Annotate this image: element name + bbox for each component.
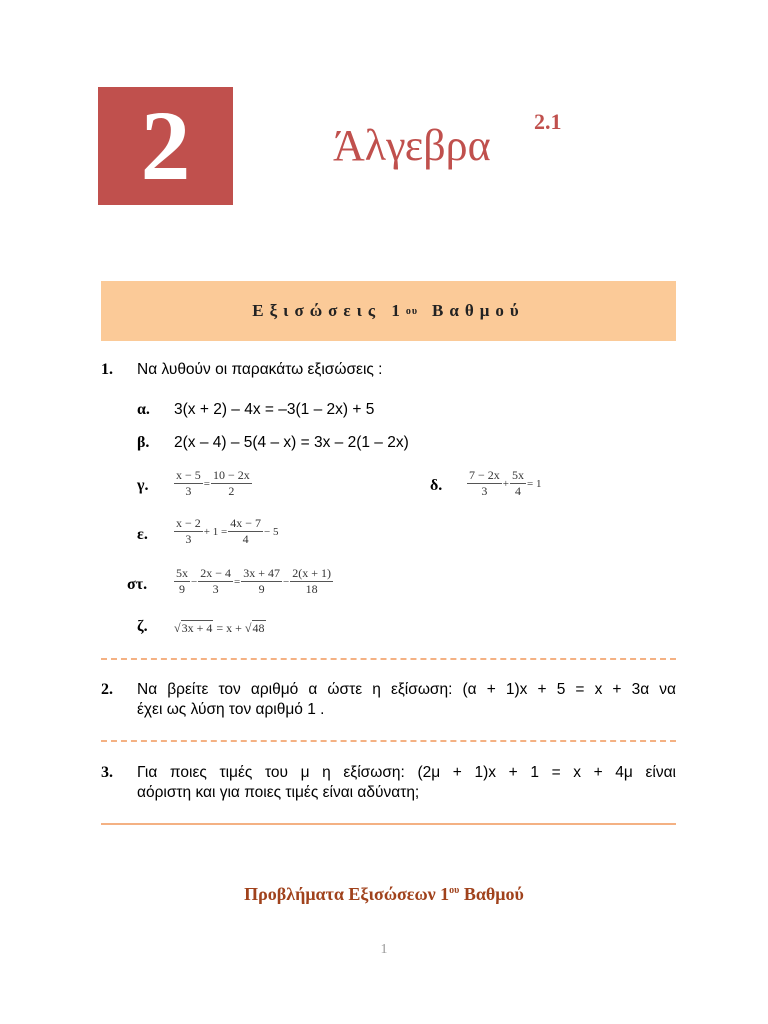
chapter-number-box [98, 87, 233, 205]
item-b-label: β. [137, 434, 150, 451]
section-title: Προβλήματα Εξισώσεων $1^{o\upsilon}$ Βαθμού [244, 884, 524, 904]
fraction: $\frac{3x + 47}{9}$ [243, 566, 280, 597]
section-divider [101, 823, 676, 825]
fraction: $\frac{2x - 4}{3}$ [200, 566, 231, 597]
banner-sup: ου [405, 305, 419, 317]
item-b-equation: 2(x – 4) – 5(4 – x) = 3x – 2(1 – 2x) [174, 434, 409, 451]
fraction: $\frac{4x - 7}{4}$ [230, 516, 261, 547]
banner-text: Εξισώσεις 1 [252, 301, 406, 320]
item-a-equation: 3(x + 2) – 4x = –3(1 – 2x) + 5 [174, 401, 375, 418]
item-d-label: δ. [430, 477, 443, 494]
question-1-number: 1. [101, 361, 113, 378]
question-3-text: Για ποιες τιμές του μ η εξίσωση: (2μ + 1)x + 1 = x + 4μ είναι αόριστη και για ποιες τιμές είναι αδύνατη; [137, 764, 676, 801]
fraction: $\frac{5x}{4}$ [512, 468, 524, 499]
item-c-label: γ. [137, 477, 149, 494]
fraction: $\frac{x - 2}{3}$ [176, 516, 201, 547]
item-st-label: στ. [127, 576, 148, 593]
page-number: 1 [380, 942, 388, 957]
question-2-number: 2. [101, 681, 113, 698]
chapter-title: Άλγεβρα [333, 121, 491, 170]
fraction: $\frac{7 - 2x}{3}$ [469, 468, 500, 499]
section-number: 2.1 [534, 109, 562, 134]
topic-banner [101, 281, 676, 341]
question-1-text: Να λυθούν οι παρακάτω εξισώσεις : [137, 361, 383, 378]
dashed-divider [101, 740, 676, 742]
question-2-text: Να βρείτε τον αριθμό α ώστε η εξίσωση: (α + 1)x + 5 = x + 3α να έχει ως λύση τον αριθμό 1 . [137, 681, 676, 718]
item-c-equation: $\frac{x - 5}{3}$ = $\frac{10 - 2x}{2}$ [176, 468, 250, 499]
chapter-number: 2 [140, 90, 191, 201]
item-a-label: α. [137, 401, 150, 418]
banner-text2: Βαθμού [432, 301, 525, 320]
item-d-equation: $\frac{7 - 2x}{3}$ + $\frac{5x}{4}$ = 1 [469, 468, 542, 499]
item-z-label: ζ. [137, 618, 148, 635]
fraction: $\frac{x - 5}{3}$ [176, 468, 201, 499]
item-st-equation: $\frac{5x}{9}$ − $\frac{2x - 4}{3}$ = $\frac{3x + 47}{9}$ − $\frac{2(x + 1)}{18}$ [176, 566, 331, 597]
item-e-equation: $\frac{x - 2}{3}$ + 1 = $\frac{4x - 7}{4}$ − 5 [176, 516, 279, 547]
fraction: $\frac{5x}{9}$ [176, 566, 188, 597]
dashed-divider [101, 658, 676, 660]
item-z-equation: √ 3x + 4 = x + √ 48 [174, 620, 265, 635]
question-3-number: 3. [101, 764, 113, 781]
fraction: $\frac{10 - 2x}{2}$ [213, 468, 250, 499]
item-e-label: ε. [137, 526, 148, 543]
fraction: $\frac{2(x + 1)}{18}$ [292, 566, 331, 597]
